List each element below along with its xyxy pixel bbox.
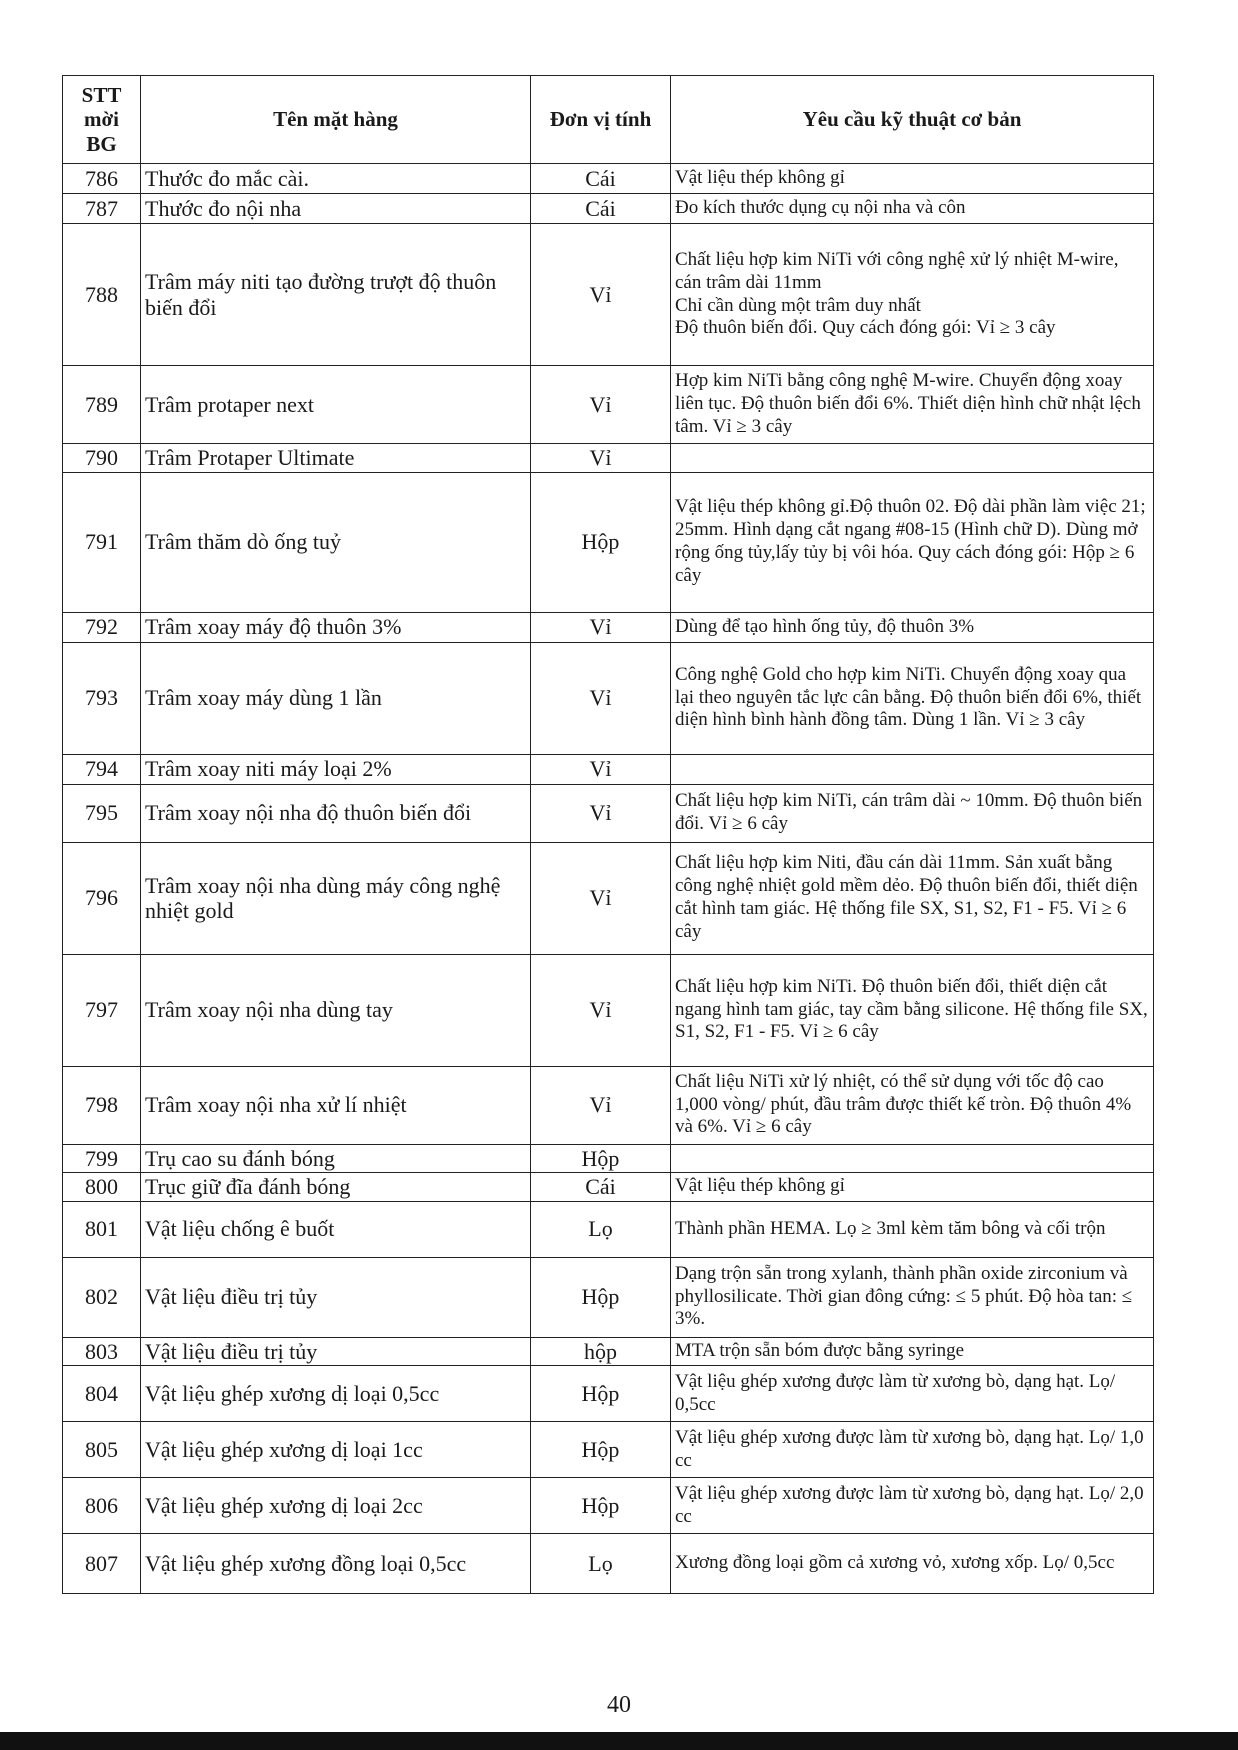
row-stt: 804	[63, 1366, 141, 1422]
table-row	[63, 194, 1154, 224]
row-requirements: Vật liệu ghép xương được làm từ xương bò, dạng hạt. Lọ/ 0,5cc	[671, 1366, 1154, 1422]
header-unit: Đơn vị tính	[531, 76, 671, 164]
row-unit: Vỉ	[531, 366, 671, 444]
row-requirements: Dạng trộn sẵn trong xylanh, thành phần oxide zirconium và phyllosilicate. Thời gian đông cứng: ≤ 5 phút. Độ hòa tan: ≤ 3%.	[671, 1257, 1154, 1337]
row-stt: 794	[63, 754, 141, 784]
row-requirements: Hợp kim NiTi bằng công nghệ M-wire. Chuyển động xoay liên tục. Độ thuôn biến đổi 6%. Thiết diện hình chữ nhật lệch tâm. Vỉ ≥ 3 cây	[671, 366, 1154, 444]
row-unit: Vỉ	[531, 784, 671, 842]
row-unit: Hộp	[531, 1422, 671, 1478]
row-unit: Cái	[531, 194, 671, 224]
row-item-name: Thước đo nội nha	[141, 194, 531, 224]
row-item-name: Trâm xoay nội nha dùng máy công nghệ nhiệt gold	[141, 842, 531, 954]
table-row	[63, 444, 1154, 473]
row-item-name: Trâm xoay nội nha dùng tay	[141, 954, 531, 1066]
row-stt: 802	[63, 1257, 141, 1337]
row-stt: 799	[63, 1144, 141, 1173]
row-stt: 796	[63, 842, 141, 954]
row-requirements: Vật liệu ghép xương được làm từ xương bò, dạng hạt. Lọ/ 2,0 cc	[671, 1478, 1154, 1534]
row-item-name: Vật liệu ghép xương dị loại 0,5cc	[141, 1366, 531, 1422]
row-item-name: Vật liệu ghép xương đồng loại 0,5cc	[141, 1534, 531, 1594]
row-item-name: Vật liệu ghép xương dị loại 1cc	[141, 1422, 531, 1478]
header-stt: STT mời BG	[63, 76, 141, 164]
table-row	[63, 1257, 1154, 1337]
row-item-name: Trâm thăm dò ống tuỷ	[141, 472, 531, 612]
table-row	[63, 842, 1154, 954]
row-requirements: Chất liệu hợp kim NiTi. Độ thuôn biến đổi, thiết diện cắt ngang hình tam giác, tay cầm bằng silicone. Hệ thống file SX, S1, S2, F1 - F5. Vỉ ≥ 6 cây	[671, 954, 1154, 1066]
row-unit: Hộp	[531, 472, 671, 612]
row-stt: 791	[63, 472, 141, 612]
row-unit: Hộp	[531, 1478, 671, 1534]
table-row	[63, 1201, 1154, 1257]
row-requirements: Chất liệu NiTi xử lý nhiệt, có thể sử dụng với tốc độ cao 1,000 vòng/ phút, đầu trâm được thiết kế tròn. Độ thuôn 4% và 6%. Vỉ ≥ 6 cây	[671, 1066, 1154, 1144]
row-item-name: Vật liệu chống ê buốt	[141, 1201, 531, 1257]
table-row	[63, 1173, 1154, 1202]
table-row	[63, 784, 1154, 842]
row-requirements	[671, 754, 1154, 784]
row-requirements: Thành phần HEMA. Lọ ≥ 3ml kèm tăm bông và cối trộn	[671, 1201, 1154, 1257]
table-row	[63, 224, 1154, 366]
row-unit: Lọ	[531, 1201, 671, 1257]
row-unit: Vỉ	[531, 642, 671, 754]
row-stt: 807	[63, 1534, 141, 1594]
table-row	[63, 1144, 1154, 1173]
row-item-name: Vật liệu điều trị tủy	[141, 1337, 531, 1366]
row-unit: Vỉ	[531, 1066, 671, 1144]
row-requirements: Chất liệu hợp kim Niti, đầu cán dài 11mm. Sản xuất bằng công nghệ nhiệt gold mềm dẻo. Độ thuôn biến đổi, thiết diện cắt hình tam giác. Hệ thống file SX, S1, S2, F1 - F5. Vỉ ≥ 6 cây	[671, 842, 1154, 954]
row-unit: Hộp	[531, 1366, 671, 1422]
row-item-name: Trâm protaper next	[141, 366, 531, 444]
row-stt: 797	[63, 954, 141, 1066]
row-item-name: Trâm xoay nội nha độ thuôn biến đổi	[141, 784, 531, 842]
row-requirements	[671, 1144, 1154, 1173]
row-stt: 792	[63, 612, 141, 642]
row-unit: Vỉ	[531, 954, 671, 1066]
row-item-name: Trâm xoay máy dùng 1 lần	[141, 642, 531, 754]
row-unit: Vỉ	[531, 842, 671, 954]
row-requirements	[671, 444, 1154, 473]
scan-edge-bar	[0, 1732, 1238, 1750]
row-requirements: Dùng để tạo hình ống tủy, độ thuôn 3%	[671, 612, 1154, 642]
row-requirements: MTA trộn sẵn bóm được bằng syringe	[671, 1337, 1154, 1366]
row-stt: 788	[63, 224, 141, 366]
row-requirements: Chất liệu hợp kim NiTi, cán trâm dài ~ 10mm. Độ thuôn biến đổi. Vỉ ≥ 6 cây	[671, 784, 1154, 842]
row-stt: 787	[63, 194, 141, 224]
table-row	[63, 612, 1154, 642]
row-unit: Cái	[531, 164, 671, 194]
row-item-name: Trâm xoay nội nha xử lí nhiệt	[141, 1066, 531, 1144]
row-item-name: Trâm xoay niti máy loại 2%	[141, 754, 531, 784]
row-unit: Vỉ	[531, 612, 671, 642]
row-requirements: Xương đồng loại gồm cả xương vỏ, xương xốp. Lọ/ 0,5cc	[671, 1534, 1154, 1594]
row-stt: 805	[63, 1422, 141, 1478]
row-requirements: Vật liệu ghép xương được làm từ xương bò, dạng hạt. Lọ/ 1,0 cc	[671, 1422, 1154, 1478]
row-item-name: Thước đo mắc cài.	[141, 164, 531, 194]
row-stt: 793	[63, 642, 141, 754]
row-item-name: Trâm xoay máy độ thuôn 3%	[141, 612, 531, 642]
page-number: 40	[607, 1692, 631, 1718]
row-unit: Cái	[531, 1173, 671, 1202]
table-row	[63, 1337, 1154, 1366]
row-item-name: Trụ cao su đánh bóng	[141, 1144, 531, 1173]
row-unit: Vỉ	[531, 444, 671, 473]
row-item-name: Trâm máy niti tạo đường trượt độ thuôn biến đổi	[141, 224, 531, 366]
row-requirements: Chất liệu hợp kim NiTi với công nghệ xử lý nhiệt M-wire, cán trâm dài 11mm Chỉ cần dùng một trâm duy nhất Độ thuôn biến đổi. Quy cách đóng gói: Vỉ ≥ 3 cây	[671, 224, 1154, 366]
row-stt: 786	[63, 164, 141, 194]
row-stt: 789	[63, 366, 141, 444]
row-requirements: Công nghệ Gold cho hợp kim NiTi. Chuyển động xoay qua lại theo nguyên tắc lực cân bằng. Độ thuôn biến đổi 6%, thiết diện hình bình hành đồng tâm. Dùng 1 lần. Vỉ ≥ 3 cây	[671, 642, 1154, 754]
row-requirements: Vật liệu thép không gỉ.Độ thuôn 02. Độ dài phần làm việc 21; 25mm. Hình dạng cắt ngang #08-15 (Hình chữ D). Dùng mở rộng ống tủy,lấy tủy bị vôi hóa. Quy cách đóng gói: Hộp ≥ 6 cây	[671, 472, 1154, 612]
row-item-name: Trục giữ đĩa đánh bóng	[141, 1173, 531, 1202]
row-stt: 800	[63, 1173, 141, 1202]
row-requirements: Đo kích thước dụng cụ nội nha và côn	[671, 194, 1154, 224]
row-stt: 806	[63, 1478, 141, 1534]
row-unit: Lọ	[531, 1534, 671, 1594]
row-stt: 801	[63, 1201, 141, 1257]
header-requirements: Yêu cầu kỹ thuật cơ bản	[671, 76, 1154, 164]
table-row	[63, 1478, 1154, 1534]
table-row	[63, 472, 1154, 612]
table-row	[63, 1534, 1154, 1594]
table-row	[63, 754, 1154, 784]
row-item-name: Trâm Protaper Ultimate	[141, 444, 531, 473]
row-requirements: Vật liệu thép không gỉ	[671, 164, 1154, 194]
row-unit: hộp	[531, 1337, 671, 1366]
row-unit: Hộp	[531, 1144, 671, 1173]
table-row	[63, 1422, 1154, 1478]
row-unit: Hộp	[531, 1257, 671, 1337]
row-stt: 798	[63, 1066, 141, 1144]
header-name: Tên mặt hàng	[141, 76, 531, 164]
row-stt: 803	[63, 1337, 141, 1366]
row-item-name: Vật liệu ghép xương dị loại 2cc	[141, 1478, 531, 1534]
row-unit: Vỉ	[531, 754, 671, 784]
specification-table	[62, 75, 1154, 1594]
row-stt: 795	[63, 784, 141, 842]
table-row	[63, 1366, 1154, 1422]
row-stt: 790	[63, 444, 141, 473]
row-unit: Vỉ	[531, 224, 671, 366]
table-row	[63, 642, 1154, 754]
table-row	[63, 164, 1154, 194]
row-item-name: Vật liệu điều trị tủy	[141, 1257, 531, 1337]
table-row	[63, 1066, 1154, 1144]
table-header-row	[63, 76, 1154, 164]
table-row	[63, 954, 1154, 1066]
row-requirements: Vật liệu thép không gỉ	[671, 1173, 1154, 1202]
table-row	[63, 366, 1154, 444]
